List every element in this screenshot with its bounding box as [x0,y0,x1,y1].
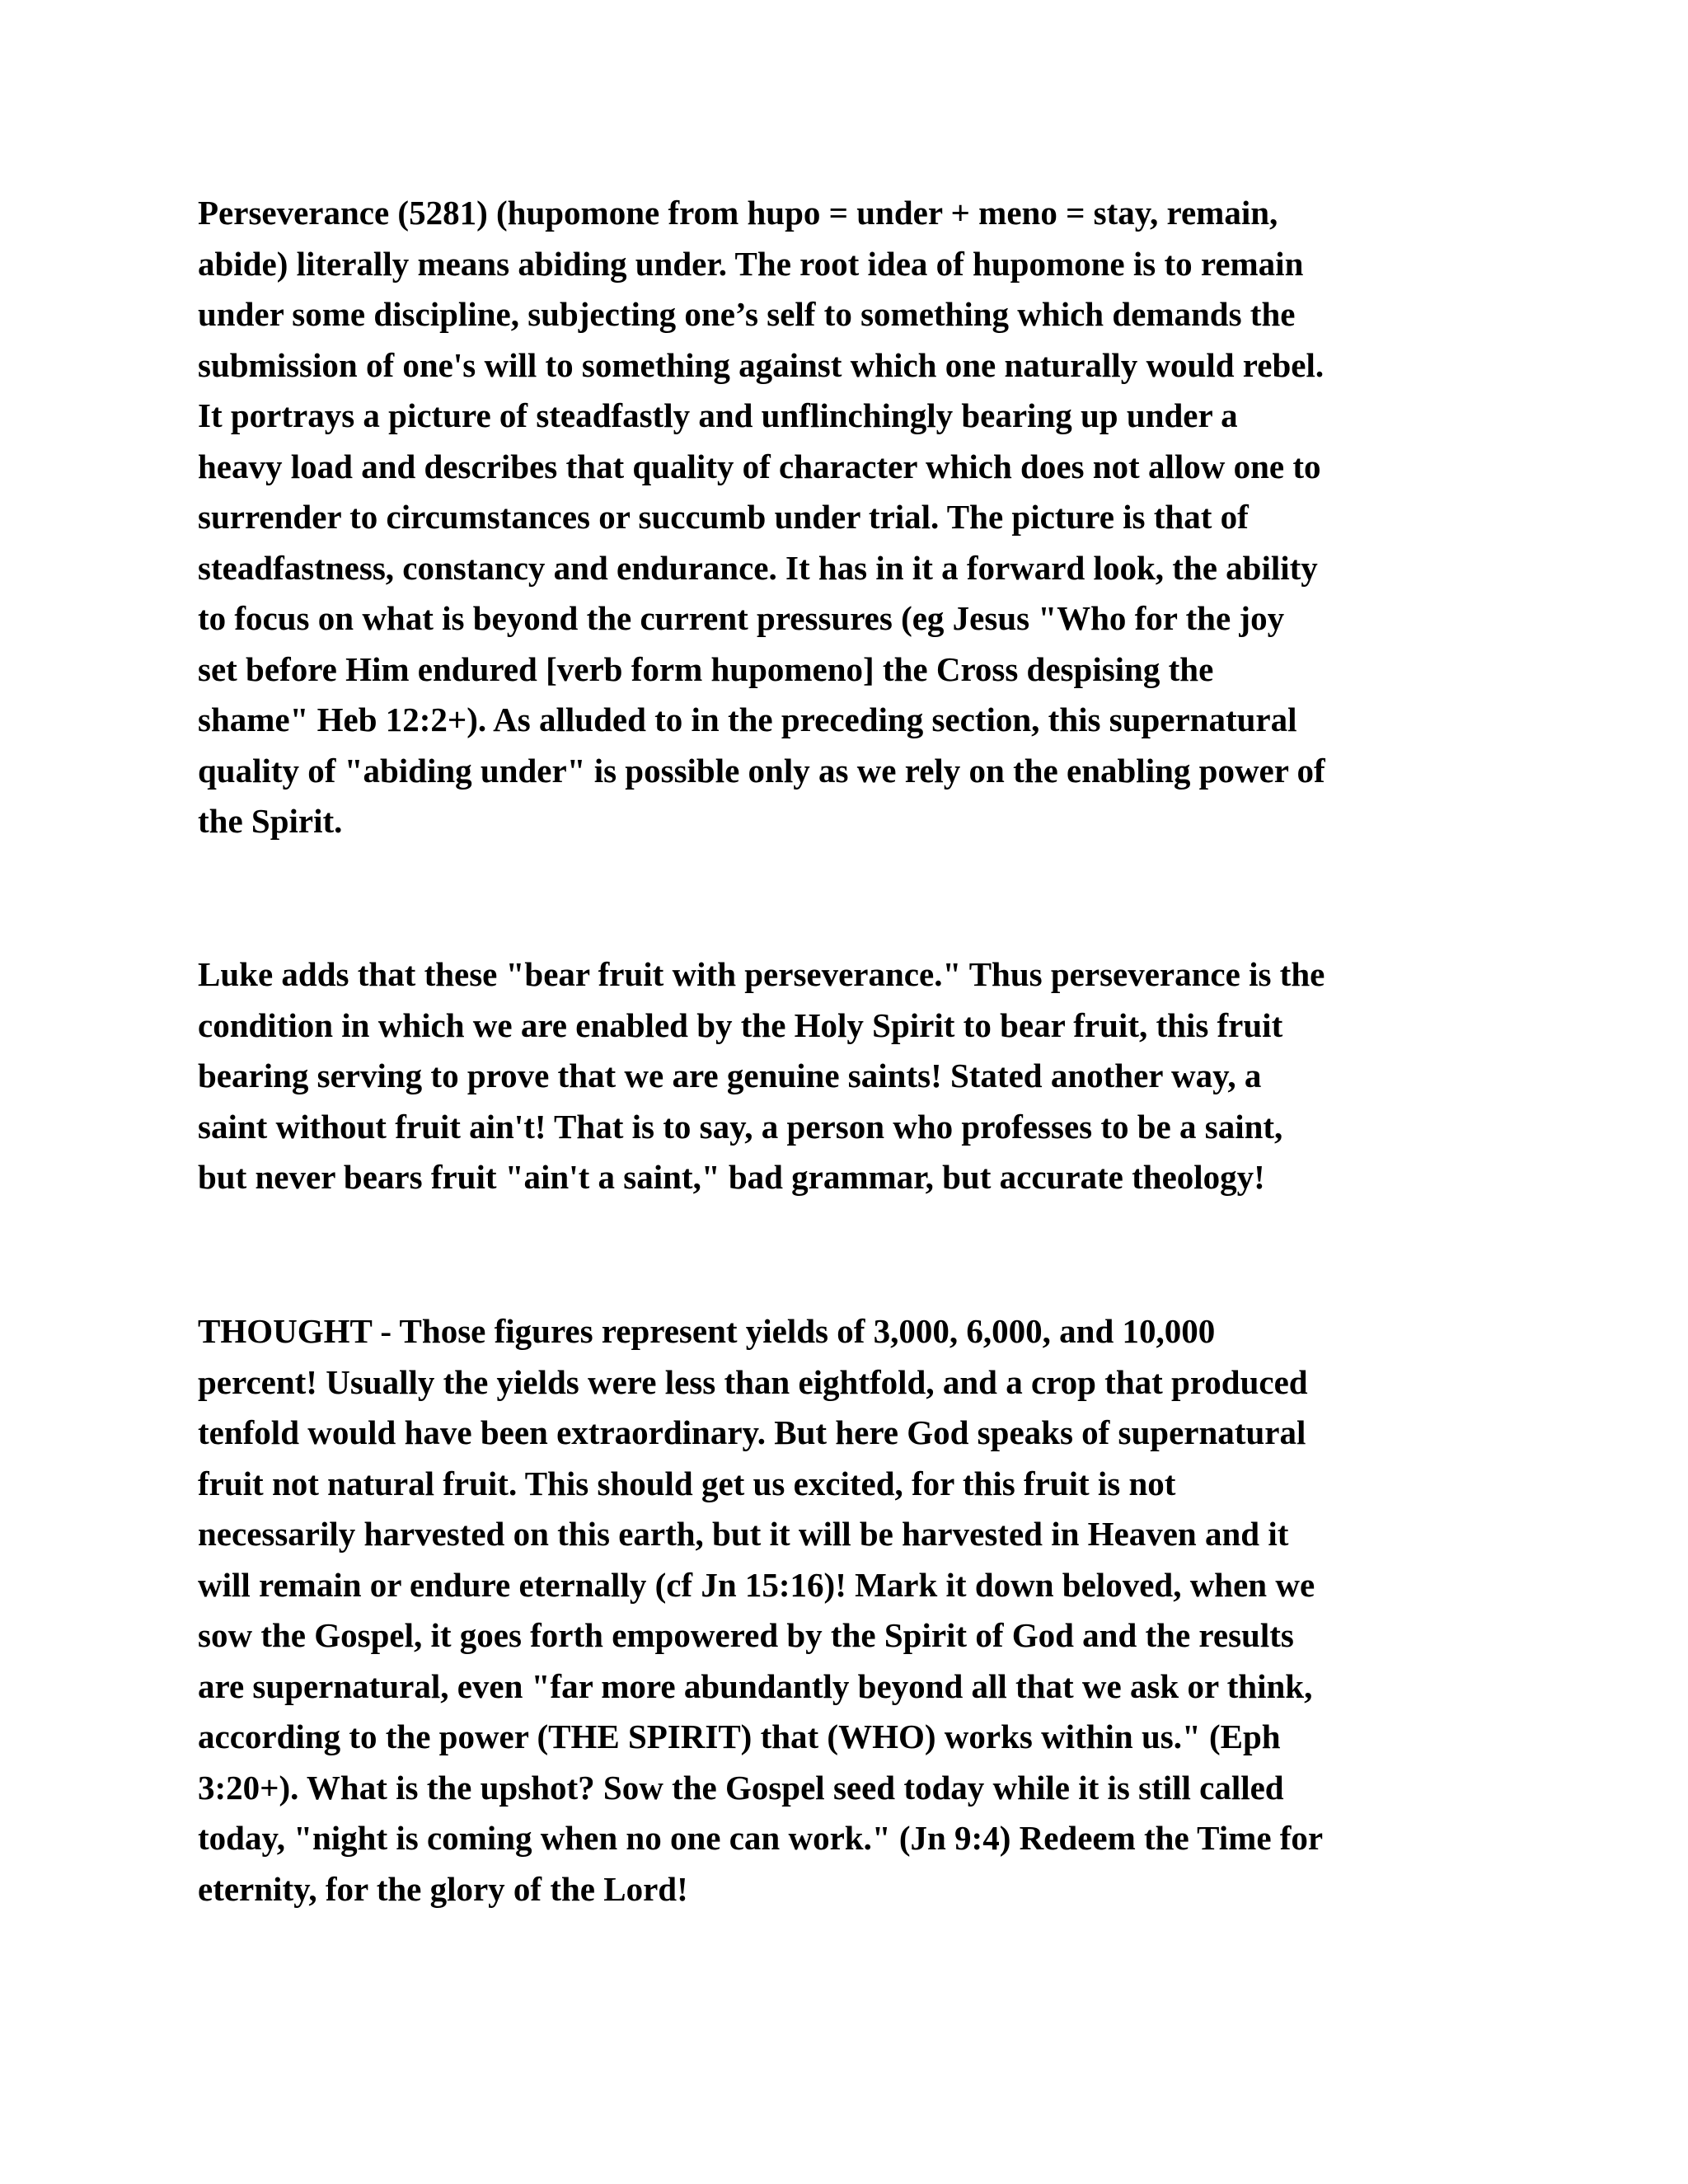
paragraph-luke-bear-fruit: Luke adds that these "bear fruit with perseverance." Thus perseverance is the condition in which we are enabled by the Holy Spirit to bear fruit, this fruit bearing serving to prove that we are genuine saints! Stated another way, a saint without fruit ain't! That is to say, a person who professes to be a saint, but never bears fruit "ain't a saint," bad grammar, but accurate theology! [198,955,1325,1196]
paragraph-perseverance-definition: Perseverance (5281) (hupomone from hupo = under + meno = stay, remain, abide) literally means abiding under. The root idea of hupomone is to remain under some discipline, subjecting one’s self to something which demands the submission of one's will to something against which one naturally would rebel. It portrays a picture of steadfastly and unflinchingly bearing up under a heavy load and describes that quality of character which does not allow one to surrender to circumstances or succumb under trial. The picture is that of steadfastness, constancy and endurance. It has in it a forward look, the ability to focus on what is beyond the current pressures (eg Jesus "Who for the joy set before Him endured [verb form hupomeno] the Cross despising the shame" Heb 12:2+). As alluded to in the preceding section, this supernatural quality of "abiding under" is possible only as we rely on the enabling power of the Spirit. [198,194,1325,840]
paragraph-thought: THOUGHT - Those figures represent yields of 3,000, 6,000, and 10,000 percent! Usually the yields were less than eightfold, and a crop that produced tenfold would have been extraordinary. But here God speaks of supernatural fruit not natural fruit. This should get us excited, for this fruit is not necessarily harvested on this earth, but it will be harvested in Heaven and it will remain or endure eternally (cf Jn 15:16)! Mark it down beloved, when we sow the Gospel, it goes forth empowered by the Spirit of God and the results are supernatural, even "far more abundantly beyond all that we ask or think, according to the power (THE SPIRIT) that (WHO) works within us." (Eph 3:20+). What is the upshot? Sow the Gospel seed today while it is still called today, "night is coming when no one can work." (Jn 9:4) Redeem the Time for eternity, for the glory of the Lord! [198,1312,1324,1908]
